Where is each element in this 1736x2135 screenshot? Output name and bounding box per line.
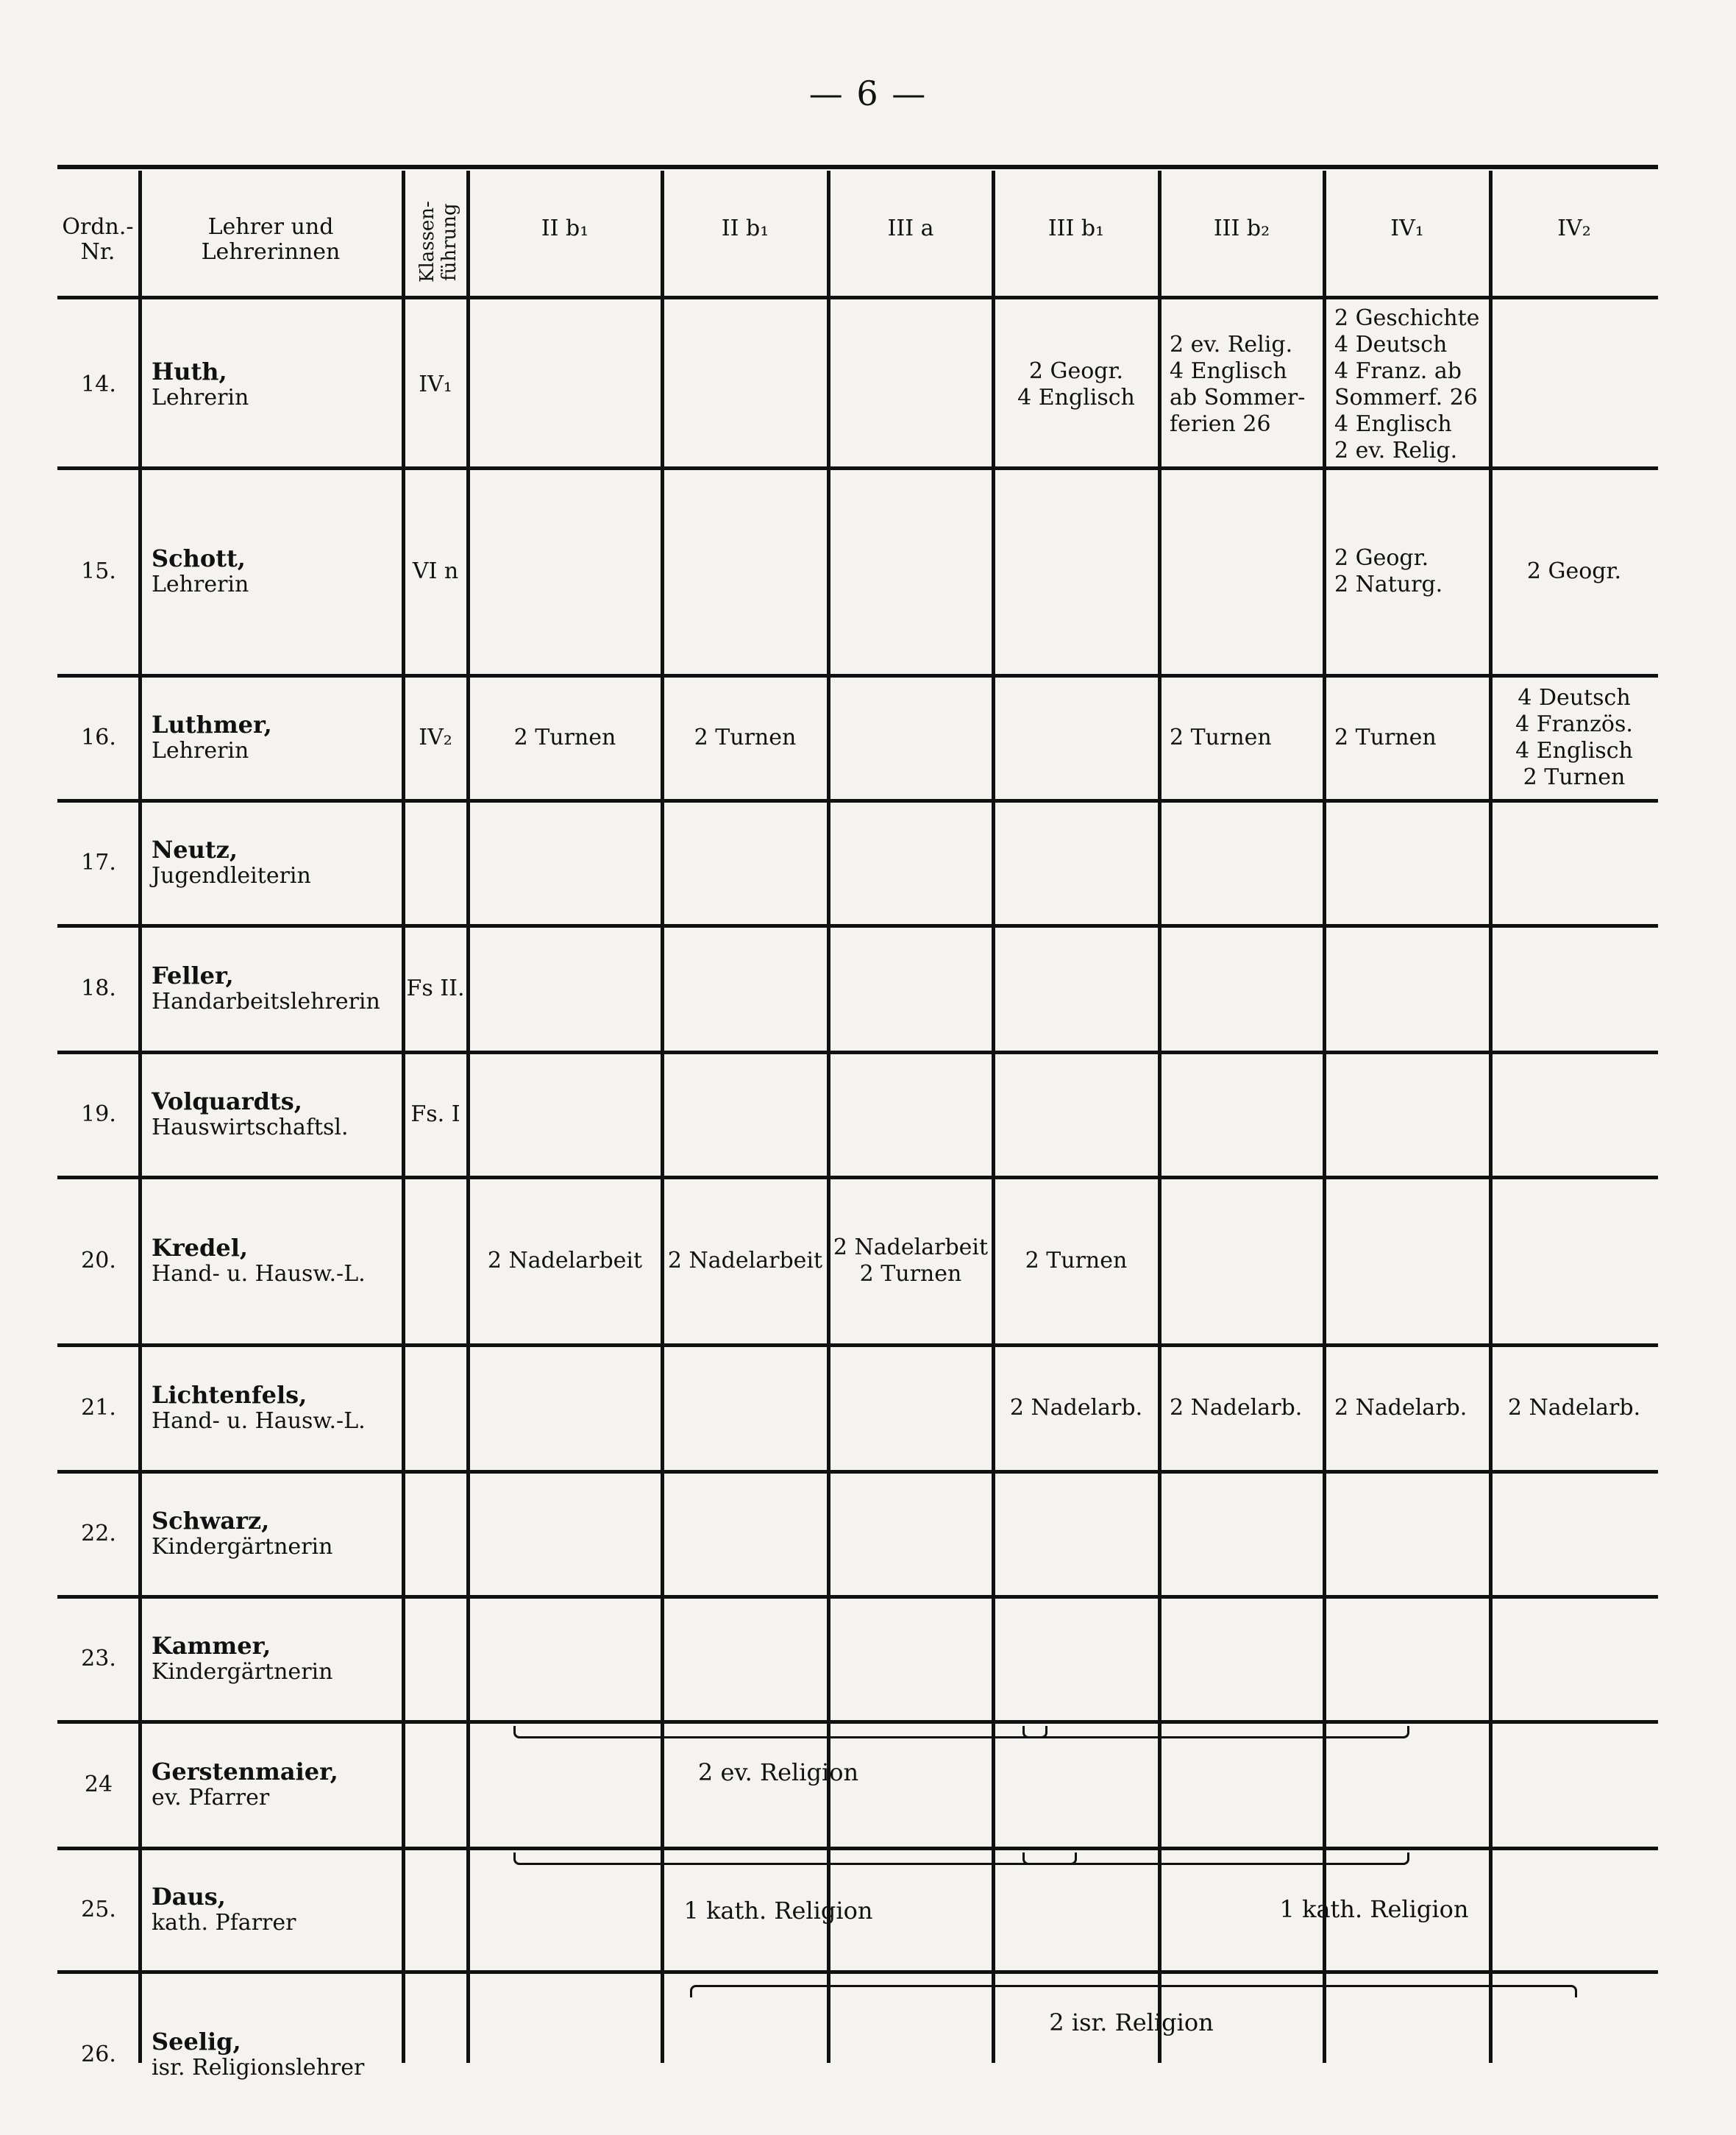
assignment-cell: 2 Geogr. 2 Naturg. — [1334, 545, 1443, 597]
isr-religion-brace — [690, 1985, 1577, 1997]
assignment-cell — [831, 1348, 990, 1468]
assignment-cell — [1162, 1724, 1321, 1845]
class-lead: IV₂ — [419, 725, 452, 750]
class-lead: VI n — [412, 558, 459, 584]
assignment-cell — [1493, 803, 1655, 923]
kath-religion-brace-right — [1022, 1852, 1409, 1865]
teacher-name: Schwarz, — [152, 1507, 270, 1535]
assignment-cell — [471, 304, 659, 465]
assignment-cell — [1493, 1724, 1655, 1845]
class-lead — [403, 1599, 468, 1719]
assignment-cell: 2 ev. Relig. 4 Englisch ab Sommer- ferien 26 — [1170, 331, 1306, 437]
teacher-name: Kredel, — [152, 1234, 249, 1262]
teacher-role: kath. Pfarrer — [152, 1910, 296, 1936]
assignment-cell — [831, 678, 990, 797]
row-number: 24 — [84, 1772, 113, 1797]
page-number: — 6 — — [808, 74, 928, 113]
teacher-cell — [144, 803, 400, 923]
row-number: 17. — [81, 850, 116, 875]
teacher-cell — [144, 928, 400, 1049]
teacher-role: isr. Religionslehrer — [152, 2055, 365, 2081]
class-lead — [403, 1724, 468, 1845]
class-lead: IV₁ — [419, 371, 452, 397]
assignment-cell: 2 Geogr. 4 Englisch — [1017, 358, 1135, 411]
teacher-cell — [144, 1851, 400, 1969]
assignment-cell — [1493, 1975, 1655, 2135]
assignment-cell — [1493, 304, 1655, 465]
row-number: 18. — [81, 976, 116, 1001]
teacher-cell — [144, 1055, 400, 1174]
row-rule — [57, 1176, 1658, 1179]
header-rule — [57, 296, 1658, 299]
assignment-cell — [996, 1724, 1156, 1845]
isr-religion-label: 2 isr. Religion — [1049, 2008, 1214, 2036]
teacher-role: Lehrerin — [152, 384, 249, 411]
assignment-cell — [831, 1599, 990, 1719]
assignment-cell — [1327, 1055, 1487, 1174]
assignment-cell — [471, 928, 659, 1049]
assignment-cell — [996, 1474, 1156, 1594]
assignment-cell — [471, 1474, 659, 1594]
assignment-cell — [1162, 803, 1321, 923]
assignment-cell: 2 Nadelarb. — [1507, 1395, 1641, 1421]
row-rule — [57, 799, 1658, 803]
assignment-cell: 2 Nadelarbeit — [487, 1248, 643, 1273]
teacher-cell — [144, 678, 400, 797]
row-number: 23. — [81, 1646, 116, 1672]
teacher-cell — [144, 1724, 400, 1845]
top-rule — [57, 165, 1658, 169]
assignment-cell — [996, 1851, 1156, 1969]
teacher-role: Hauswirtschaftsl. — [152, 1115, 349, 1140]
assignment-cell: 2 Nadelarb. — [1009, 1395, 1143, 1421]
teacher-role: Hand- u. Hausw.-L. — [152, 1261, 366, 1287]
teacher-cell — [144, 1474, 400, 1594]
column-rule — [992, 171, 995, 2063]
header-class-1: II b₁ — [721, 216, 769, 241]
class-lead — [403, 1474, 468, 1594]
assignment-cell — [1162, 1474, 1321, 1594]
row-rule — [57, 1970, 1658, 1974]
assignment-cell — [471, 1348, 659, 1468]
class-lead — [403, 803, 468, 923]
assignment-cell: 2 Nadelarbeit 2 Turnen — [833, 1235, 989, 1287]
assignment-cell — [665, 1599, 825, 1719]
assignment-cell — [996, 1055, 1156, 1174]
teacher-cell — [144, 471, 400, 672]
teacher-cell — [144, 1975, 400, 2135]
assignment-cell: 4 Deutsch 4 Französ. 4 Englisch 2 Turnen — [1515, 685, 1633, 790]
header-ordn: Ordn.- Nr. — [62, 214, 134, 265]
class-lead — [403, 1180, 468, 1342]
row-rule — [57, 1595, 1658, 1599]
kath-religion-left-label: 1 kath. Religion — [683, 1897, 873, 1925]
assignment-cell — [1327, 1180, 1487, 1342]
assignment-cell — [996, 678, 1156, 797]
ev-religion-brace-right — [1022, 1726, 1409, 1738]
teacher-role: Jugendleiterin — [152, 863, 311, 889]
assignment-cell — [1327, 1599, 1487, 1719]
assignment-cell — [1327, 1474, 1487, 1594]
teacher-name: Neutz, — [152, 836, 238, 864]
assignment-cell — [1493, 1180, 1655, 1342]
header-class-5: IV₁ — [1390, 216, 1424, 241]
assignment-cell — [471, 1599, 659, 1719]
teacher-name: Seelig, — [152, 2028, 241, 2056]
teacher-cell — [144, 304, 400, 465]
row-number: 15. — [81, 558, 116, 584]
row-rule — [57, 924, 1658, 928]
class-lead — [403, 1348, 468, 1468]
ev-religion-brace-left — [513, 1726, 1047, 1738]
teacher-name: Huth, — [152, 357, 227, 386]
header-klassenfuehrung: Klassen- führung — [416, 201, 460, 283]
header-class-2: III a — [887, 216, 934, 241]
assignment-cell — [1162, 1055, 1321, 1174]
assignment-cell — [665, 1348, 825, 1468]
teacher-name: Volquardts, — [152, 1087, 302, 1115]
assignment-cell — [471, 1055, 659, 1174]
assignment-cell — [831, 304, 990, 465]
assignment-cell — [1327, 928, 1487, 1049]
row-rule — [57, 1051, 1658, 1054]
assignment-cell — [1493, 1474, 1655, 1594]
teacher-name: Feller, — [152, 962, 234, 990]
row-rule — [57, 1847, 1658, 1850]
row-number: 16. — [81, 725, 116, 750]
assignment-cell — [831, 471, 990, 672]
assignment-cell: 2 Turnen — [1170, 725, 1272, 750]
assignment-cell — [1327, 803, 1487, 923]
assignment-cell — [1493, 1055, 1655, 1174]
assignment-cell: 2 Geschichte 4 Deutsch 4 Franz. ab Sommerf. 26 4 Englisch 2 ev. Relig. — [1334, 305, 1480, 463]
teacher-cell — [144, 1348, 400, 1468]
assignment-cell — [831, 1975, 990, 2135]
column-rule — [1158, 171, 1162, 2063]
header-class-0: II b₁ — [541, 216, 589, 241]
header-class-3: III b₁ — [1047, 216, 1105, 241]
teacher-name: Lichtenfels, — [152, 1381, 307, 1409]
header-lehrer: Lehrer und Lehrerinnen — [201, 214, 341, 265]
ev-religion-label: 2 ev. Religion — [697, 1758, 859, 1786]
assignment-cell — [1327, 1975, 1487, 2135]
row-number: 25. — [81, 1897, 116, 1922]
assignment-cell — [996, 471, 1156, 672]
assignment-cell: 2 Turnen — [1334, 725, 1437, 750]
assignment-cell — [996, 803, 1156, 923]
kath-religion-right-label: 1 kath. Religion — [1279, 1895, 1469, 1923]
assignment-cell — [471, 803, 659, 923]
teacher-role: Kindergärtnerin — [152, 1659, 333, 1685]
class-lead — [403, 1851, 468, 1969]
row-rule — [57, 1720, 1658, 1724]
assignment-cell — [665, 1055, 825, 1174]
assignment-cell: 2 Nadelarb. — [1334, 1395, 1468, 1421]
header-class-6: IV₂ — [1557, 216, 1591, 241]
row-rule — [57, 466, 1658, 470]
teacher-role: Kindergärtnerin — [152, 1534, 333, 1560]
assignment-cell: 2 Turnen — [1025, 1248, 1128, 1273]
assignment-cell — [1162, 1180, 1321, 1342]
assignment-cell — [1493, 928, 1655, 1049]
assignment-cell — [831, 928, 990, 1049]
teacher-role: Handarbeitslehrerin — [152, 989, 380, 1015]
assignment-cell — [665, 1474, 825, 1594]
assignment-cell — [996, 928, 1156, 1049]
row-number: 21. — [81, 1395, 116, 1421]
assignment-cell — [665, 304, 825, 465]
class-lead: Fs. I — [410, 1101, 460, 1127]
row-number: 26. — [81, 2042, 116, 2067]
assignment-cell: 2 Geogr. — [1526, 558, 1622, 584]
row-rule — [57, 1470, 1658, 1474]
assignment-cell — [831, 1474, 990, 1594]
assignment-cell — [665, 803, 825, 923]
teacher-assignment-table — [57, 165, 1658, 2081]
kath-religion-brace-left — [513, 1852, 1077, 1865]
row-number: 14. — [81, 371, 116, 397]
row-rule — [57, 1343, 1658, 1347]
assignment-cell — [471, 471, 659, 672]
assignment-cell — [996, 1599, 1156, 1719]
column-rule — [1323, 171, 1326, 2063]
assignment-cell: 2 Nadelarbeit — [667, 1248, 823, 1273]
teacher-role: Hand- u. Hausw.-L. — [152, 1408, 366, 1434]
assignment-cell: 2 Turnen — [694, 725, 797, 750]
assignment-cell — [471, 1975, 659, 2135]
header-class-4: III b₂ — [1213, 216, 1270, 241]
teacher-role: Lehrerin — [152, 572, 249, 597]
teacher-name: Daus, — [152, 1883, 226, 1911]
teacher-role: ev. Pfarrer — [152, 1785, 270, 1811]
assignment-cell — [1162, 1599, 1321, 1719]
assignment-cell — [1162, 471, 1321, 672]
row-number: 22. — [81, 1521, 116, 1546]
assignment-cell — [665, 1975, 825, 2135]
teacher-name: Luthmer, — [152, 711, 272, 739]
assignment-cell — [996, 1975, 1156, 2135]
column-rule — [1489, 171, 1493, 2063]
class-lead — [403, 1975, 468, 2135]
teacher-cell — [144, 1180, 400, 1342]
assignment-cell — [665, 928, 825, 1049]
assignment-cell — [1493, 1599, 1655, 1719]
teacher-name: Schott, — [152, 544, 246, 572]
assignment-cell — [665, 471, 825, 672]
row-number: 20. — [81, 1248, 116, 1273]
teacher-name: Kammer, — [152, 1632, 271, 1660]
assignment-cell — [1162, 928, 1321, 1049]
teacher-name: Gerstenmaier, — [152, 1758, 338, 1786]
assignment-cell — [1327, 1724, 1487, 1845]
assignment-cell: 2 Nadelarb. — [1170, 1395, 1303, 1421]
row-rule — [57, 674, 1658, 678]
assignment-cell: 2 Turnen — [513, 725, 616, 750]
teacher-cell — [144, 1599, 400, 1719]
class-lead: Fs II. — [406, 976, 465, 1001]
teacher-role: Lehrerin — [152, 738, 249, 764]
assignment-cell — [831, 803, 990, 923]
assignment-cell — [831, 1055, 990, 1174]
row-number: 19. — [81, 1101, 116, 1127]
assignment-cell — [1162, 1975, 1321, 2135]
